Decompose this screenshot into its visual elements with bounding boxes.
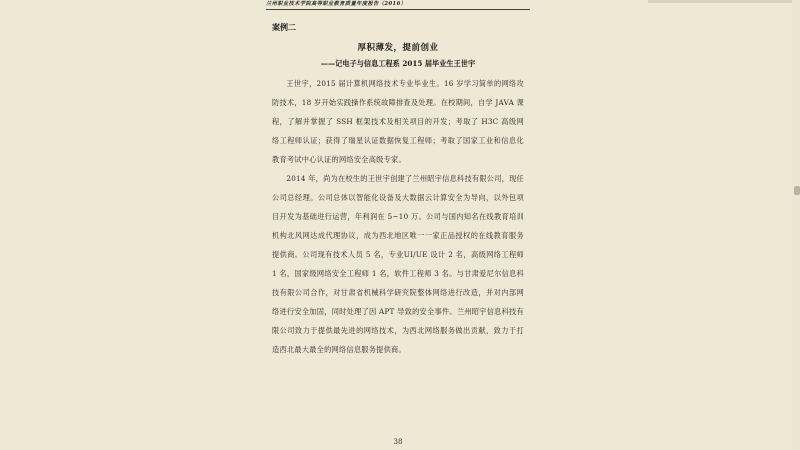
toolbar-strip bbox=[648, 0, 800, 3]
paragraph: 王世宇，2015 届计算机网络技术专业毕业生。16 岁学习简单的网络攻防技术，18 岁开始实践操作系统故障排查及处理。在校期间，自学 JAVA 课程，了解并掌握了 SSH 框架技术及相关项目的开发；考取了 H3C 高级网络工程师认证；获得了瑞星认证数据恢复工程师；考取了国家工业和信息化教育考试中心认证的网络安全高级专家。 bbox=[272, 79, 524, 164]
article-title: 厚积薄发，提前创业 bbox=[357, 43, 439, 53]
page-number: 38 bbox=[393, 438, 403, 446]
article-body bbox=[272, 74, 524, 359]
paragraph: 2014 年，尚为在校生的王世宇创建了兰州昭宇信息科技有限公司，现任公司总经理。公司总体以智能化设备及大数据云计算安全为导向，以外包项目开发为基础进行运营，年利润在 5~10 万。公司与国内知名在线教育培训机构北风网达成代理协议，成为西北地区唯一一家正品授权的在线教育服务提供商。公司现有技术人员 5 名，专业UI/UE 设计 2 名，高级网络工程师 1 名，国家级网络安全工程师 1 名，软件工程师 3 名。与甘肃爱尼尔信息科技有限公司合作，对甘肃省机械科学研究院整体网络进行改造，并对内部网络进行安全加固，同时处理了因 APT 导致的安全事件。兰州昭宇信息科技有限公司致力于提供最先进的网络技术，为西北网络服务做出贡献，致力于打造西北最大最全的网络信息服务提供商。 bbox=[272, 174, 524, 354]
case-label: 案例二 bbox=[272, 22, 296, 32]
vertical-scrollbar[interactable] bbox=[792, 0, 800, 450]
document-page bbox=[266, 0, 530, 450]
article-subtitle: ——记电子与信息工程系 2015 届毕业生王世宇 bbox=[320, 59, 476, 68]
scrollbar-thumb[interactable] bbox=[794, 186, 800, 195]
running-header: 兰州职业技术学院高等职业教育质量年度报告（2016） bbox=[266, 0, 530, 10]
